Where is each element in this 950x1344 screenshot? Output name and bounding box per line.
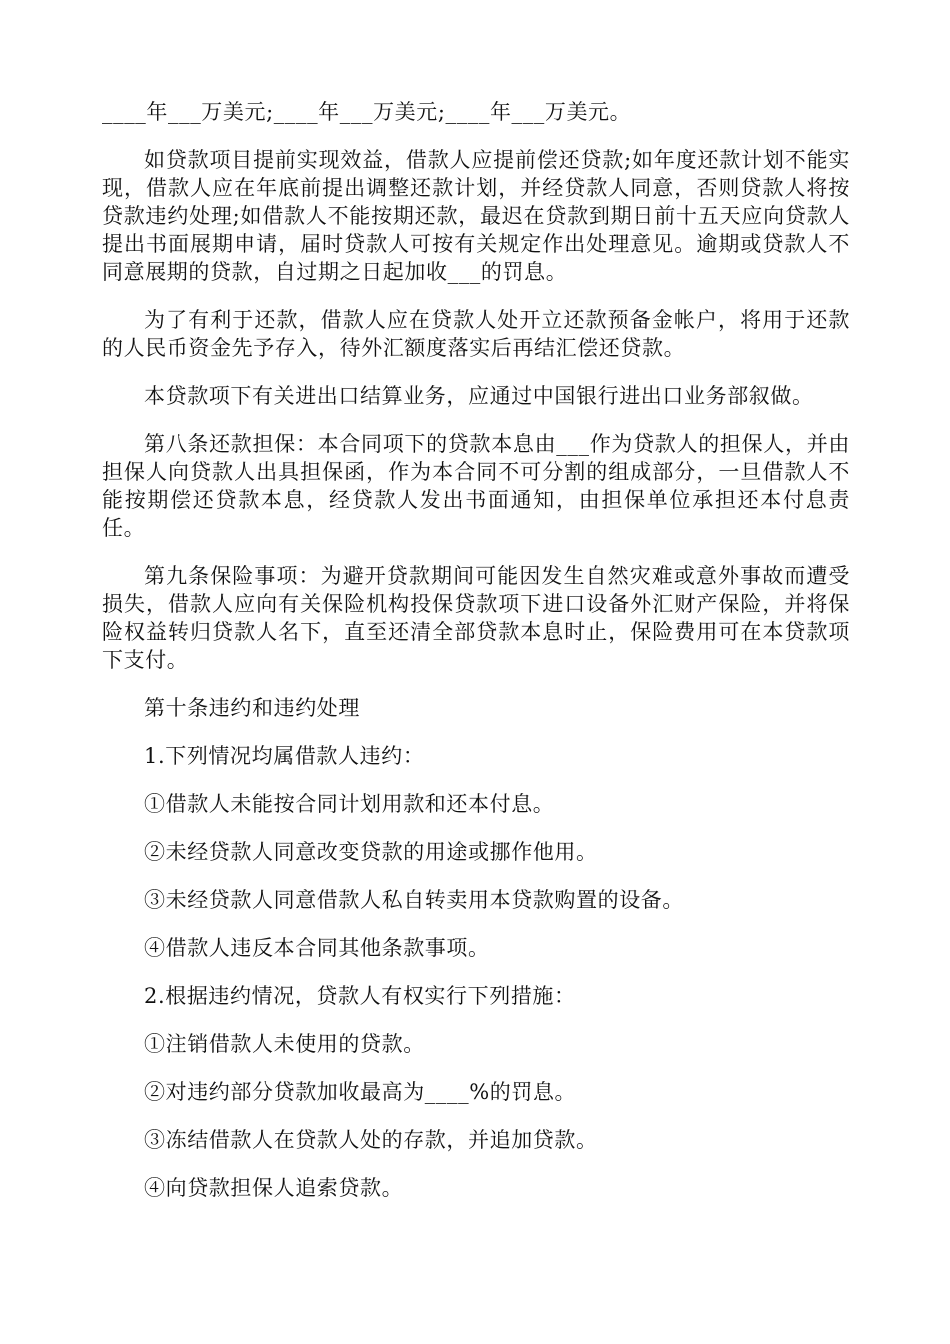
default-cases-heading: 1.下列情况均属借款人违约： [144,744,425,768]
article-nine-insurance: 第九条保险事项：为避开贷款期间可能因发生自然灾难或意外事故而遭受损失，借款人应向有关保险机构投保贷款项下进口设备外汇财产保险，并将保险权益转归贷款人名下，直至还清全部贷款本息时止，保险费用可在本贷款项下支付。 [102,564,850,672]
default-case-item: ①借款人未能按合同计划用款和还本付息。 [144,792,555,816]
remedy-item: ③冻结借款人在贷款人处的存款，并追加贷款。 [144,1128,598,1152]
reserve-account-paragraph: 为了有利于还款，借款人应在贷款人处开立还款预备金帐户，将用于还款的人民币资金先予存入，待外汇额度落实后再结汇偿还贷款。 [102,308,850,360]
repayment-schedule-line: ____年___万美元;____年___万美元;____年___万美元。 [102,100,632,124]
default-case-item: ④借款人违反本合同其他条款事项。 [144,936,490,960]
default-case-item: ③未经贷款人同意借款人私自转卖用本贷款购置的设备。 [144,888,684,912]
article-eight-guarantee: 第八条还款担保：本合同项下的贷款本息由___作为贷款人的担保人，并由担保人向贷款人出具担保函，作为本合同不可分割的组成部分，一旦借款人不能按期偿还贷款本息，经贷款人发出书面通知，由担保单位承担还本付息责任。 [102,432,850,540]
settlement-paragraph: 本贷款项下有关进出口结算业务，应通过中国银行进出口业务部叙做。 [144,384,814,408]
early-repayment-paragraph: 如贷款项目提前实现效益，借款人应提前偿还贷款;如年度还款计划不能实现，借款人应在年底前提出调整还款计划，并经贷款人同意，否则贷款人将按贷款违约处理;如借款人不能按期还款，最迟在贷款到期日前十五天应向贷款人提出书面展期申请，届时贷款人可按有关规定作出处理意见。逾期或贷款人不同意展期的贷款，自过期之日起加收___的罚息。 [102,148,850,284]
default-case-item: ②未经贷款人同意改变贷款的用途或挪作他用。 [144,840,598,864]
remedy-item: ②对违约部分贷款加收最高为____%的罚息。 [144,1080,577,1104]
document-body [102,98,850,1202]
remedy-item: ①注销借款人未使用的贷款。 [144,1032,425,1056]
remedy-item: ④向贷款担保人追索贷款。 [144,1176,404,1200]
remedies-heading: 2.根据违约情况，贷款人有权实行下列措施： [144,984,576,1008]
article-ten-heading: 第十条违约和违约处理 [144,696,360,720]
